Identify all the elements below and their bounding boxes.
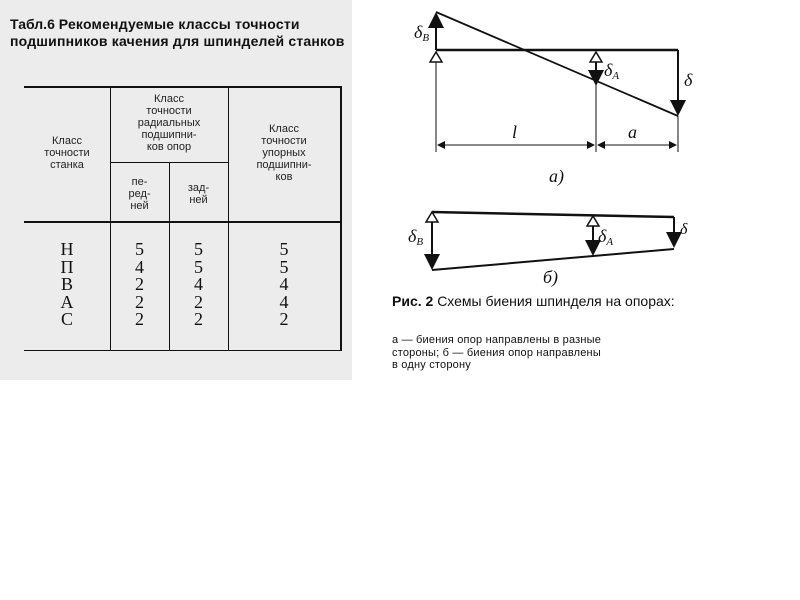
support-a-triangle	[587, 216, 599, 226]
table-cell: 2	[135, 309, 144, 329]
table-cell: 4	[279, 274, 289, 294]
legend-line: в одну сторону	[392, 359, 471, 371]
table-cell: 4	[135, 256, 144, 277]
figure-title: Схемы биения шпинделя на опорах:	[437, 293, 675, 309]
support-b-triangle	[426, 212, 438, 222]
header-thrust-bearings: Класс точности упорных подшипни- ков	[256, 123, 312, 183]
label-delta-a: δA	[604, 60, 620, 82]
legend-line: стороны; б — биения опор направлены	[392, 346, 601, 359]
label-delta: δ	[684, 70, 693, 90]
table-title: Рекомендуемые классы точности подшипников качения для шпинделей станков	[10, 16, 345, 49]
label-delta-b: δB	[414, 22, 430, 44]
table-cell: 5	[279, 239, 289, 259]
figure-caption	[392, 292, 722, 310]
table-cell: 5	[194, 239, 203, 259]
spindle-axis-line	[432, 212, 674, 217]
header-machine-class: Класс точности станка	[44, 135, 90, 171]
label-length-l: l	[512, 122, 518, 142]
table-cell: С	[60, 309, 73, 329]
header-radial-bearings: Класс точности радиальных подшипни- ков опор	[137, 93, 201, 153]
deflected-axis-line	[436, 12, 678, 116]
table-cell: 2	[194, 309, 203, 329]
figure-legend	[392, 334, 722, 372]
table-cell: А	[60, 291, 74, 312]
label-diagram-b: б)	[543, 267, 559, 287]
label-length-a: a	[628, 122, 637, 142]
label-diagram-a: а)	[549, 166, 564, 186]
table-cell: 5	[194, 256, 203, 277]
table-cell: 2	[135, 274, 144, 294]
label-delta-a: δA	[598, 226, 614, 248]
table-cell: П	[60, 256, 74, 277]
diagram-b	[408, 212, 688, 288]
header-rear-support: зад- ней	[187, 182, 210, 206]
table-cell: 4	[279, 291, 289, 312]
label-delta-b: δB	[408, 226, 424, 248]
table-cell: В	[60, 274, 73, 294]
diagram-a	[414, 12, 693, 187]
table-cell: Н	[60, 239, 74, 259]
table-cell: 2	[279, 309, 289, 329]
support-b-triangle	[430, 52, 442, 62]
table-cell: 5	[135, 239, 144, 259]
label-delta: δ	[680, 221, 688, 238]
table-cell: 5	[279, 256, 289, 277]
support-a-triangle	[590, 52, 602, 62]
header-front-support: пе- ред- ней	[128, 176, 151, 212]
table-cell: 4	[194, 274, 203, 294]
table-cell: 2	[135, 291, 144, 312]
legend-line: а — биения опор направлены в разные	[392, 334, 602, 346]
table-cell: 2	[194, 291, 203, 312]
figure-label: Рис. 2	[392, 293, 434, 309]
table-label: Табл.6	[10, 16, 55, 32]
